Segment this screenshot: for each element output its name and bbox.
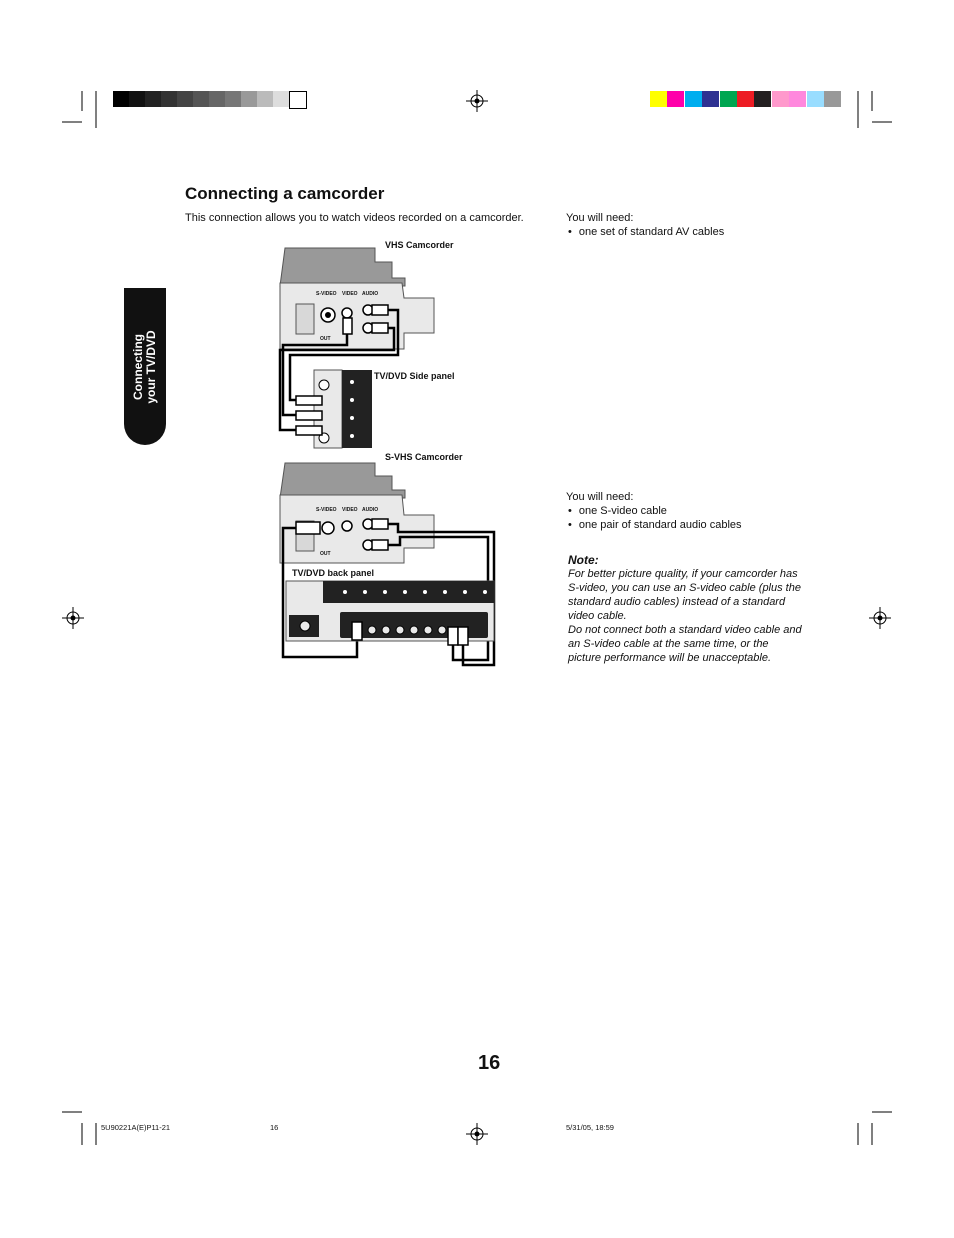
audio-jack-label: AUDIO — [362, 291, 379, 297]
note-paragraph: Do not connect both a standard video cable and an S-video cable at the same time, or the picture performance will be unacceptable. — [568, 624, 802, 664]
out-label: OUT — [320, 551, 331, 557]
svideo-jack-label: S-VIDEO — [316, 507, 337, 513]
vhs-camcorder-label: VHS Camcorder — [385, 240, 454, 250]
footer-page: 16 — [270, 1123, 279, 1132]
svhs-camcorder-label: S-VHS Camcorder — [385, 452, 463, 462]
side-tab-line1: Connecting — [131, 333, 145, 400]
audio-jack-label: AUDIO — [362, 507, 379, 513]
svideo-jack-label: S-VIDEO — [316, 291, 337, 297]
intro-text: This connection allows you to watch videos recorded on a camcorder. — [185, 212, 524, 224]
page-number: 16 — [478, 1052, 501, 1074]
note-paragraph: For better picture quality, if your camcorder has S-video, you can use an S-video cable (plus the standard audio cables) instead of a standard video cable. — [568, 568, 801, 622]
requirements-heading: You will need: — [566, 212, 634, 224]
note-heading: Note: — [568, 553, 599, 567]
side-tab-line2: your TV/DVD — [144, 329, 158, 404]
requirement-item: • one S-video cable — [566, 504, 742, 518]
requirements-heading: You will need: — [566, 491, 634, 503]
side-panel-label: TV/DVD Side panel — [374, 371, 455, 381]
svhs-camcorder-illustration — [280, 463, 434, 563]
requirement-item: • one pair of standard audio cables — [566, 518, 742, 532]
back-panel-label: TV/DVD back panel — [292, 568, 375, 578]
footer-timestamp: 5/31/05, 18:59 — [566, 1123, 614, 1132]
video-jack-label: VIDEO — [342, 507, 358, 513]
tv-back-panel-illustration — [286, 581, 494, 645]
section-title: Connecting a camcorder — [185, 184, 385, 203]
video-jack-label: VIDEO — [342, 291, 358, 297]
out-label: OUT — [320, 336, 331, 342]
footer-file-id: 5U90221A(E)P11-21 — [101, 1123, 171, 1132]
requirement-item: • one set of standard AV cables — [566, 225, 724, 239]
